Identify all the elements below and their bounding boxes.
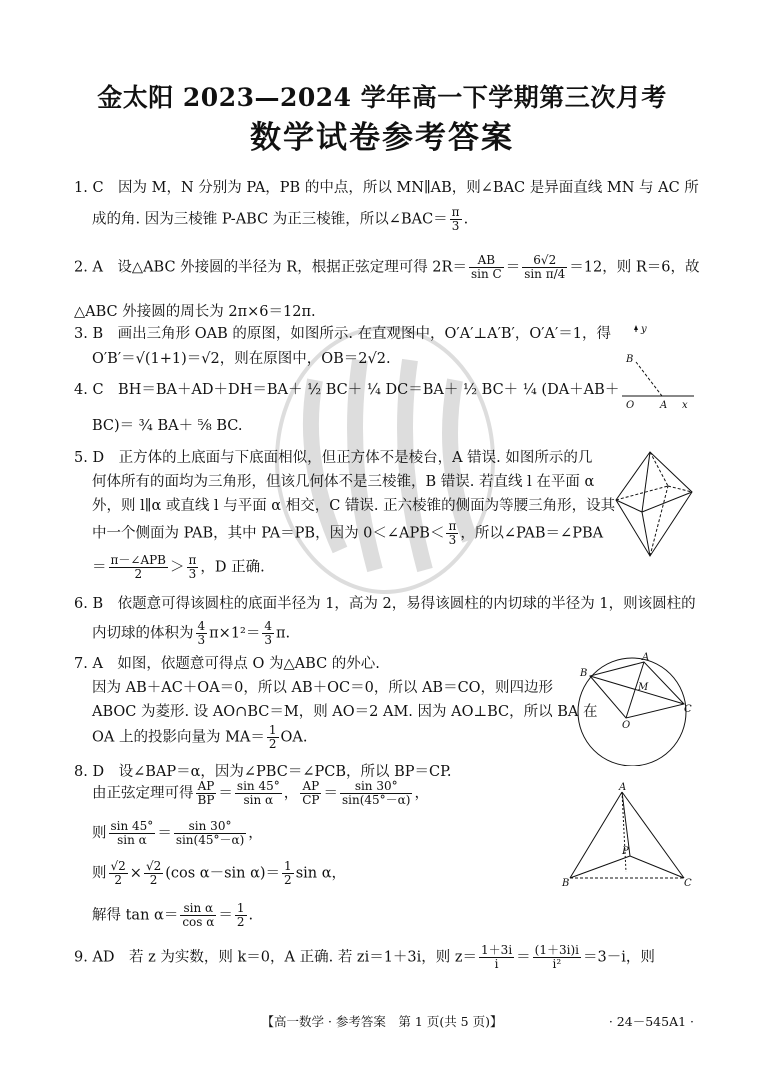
- q3-line-2: O′B′＝√(1+1)＝√2，则在原图中，OB＝2√2.: [92, 351, 391, 367]
- footer-code: · 24－545A1 ·: [608, 1014, 694, 1029]
- fig8-label-b: B: [562, 878, 570, 889]
- figure-triangle-oab: [614, 322, 700, 410]
- q5-line-5: ＝ $\frac{\text{π－∠APB}}{2}$ ＞ $\frac{\pi}{3}$ ，D 正确.: [92, 553, 265, 581]
- q7-line-2: 因为 AB＋AC＋OA＝0，所以 AB＋OC＝0，所以 AB＝CO，则四边形: [92, 680, 554, 696]
- fig3-label-x: x: [682, 400, 688, 410]
- fig3-label-o: O: [626, 400, 635, 410]
- exam-title: 金太阳 2023—2024 学年高一下学期第三次月考: [97, 83, 667, 112]
- q8-line-2: 由正弦定理可得 $\frac{AP}{BP}$ ＝ $\frac{\sin 45^\circ}{\text{sin α}}$ ， $\frac{AP}{CP}$ ＝ $\frac{\sin 30^\circ}{\sin(45^\circ-\alpha)}$ ，: [92, 779, 429, 807]
- fig7-label-b: B: [580, 668, 588, 679]
- q2-line-1: 2. A 设△ABC 外接圆的半径为 R，根据正弦定理可得 2R＝ $\frac{AB}{\text{sin C}}$ ＝ $\frac{6√2}{\text{sin π/4}}$ ＝12，则 R＝6，故: [74, 253, 700, 281]
- fig7-label-c: C: [684, 704, 692, 715]
- q7-line-1: 7. A 如图，依题意可得点 O 为△ABC 的外心.: [74, 656, 380, 672]
- answer-key-title: 数学试卷参考答案: [250, 120, 514, 156]
- q6-line-1: 6. B 依题意可得该圆柱的底面半径为 1，高为 2，易得该圆柱的内切球的半径为 1，则该圆柱的: [74, 596, 696, 612]
- fig8-label-a: A: [619, 782, 627, 793]
- q3-line-1: 3. B 画出三角形 OAB 的原图，如图所示. 在直观图中，O′A′⊥A′B′，O′A′＝1，得: [74, 326, 612, 342]
- q8-line-4: 则 $\frac{√2}{2}$ × $\frac{√2}{2}$ (cos α－sin α)＝ $\frac{1}{2}$ sin α，: [92, 859, 347, 887]
- q7-line-4: OA 上的投影向量为 MA＝ $\frac{1}{2}$ OA.: [92, 723, 308, 751]
- fig3-label-y: y: [641, 324, 647, 335]
- q1-line-2: 成的角. 因为三棱锥 P-ABC 为正三棱锥，所以∠BAC＝ $\frac{\pi}{3}$ .: [92, 205, 469, 233]
- q5-line-2: 何体所有的面均为三角形，但该几何体不是三棱锥，B 错误. 若直线 l 在平面 α: [92, 474, 595, 490]
- q2-line-2: △ABC 外接圆的周长为 2π×6＝12π.: [74, 304, 316, 320]
- q8-line-5: 解得 tan α＝ $\frac{\text{sin α}}{\text{cos α}}$ ＝ $\frac{1}{2}$ .: [92, 901, 254, 929]
- figure-circle-abc: [570, 650, 696, 766]
- fig8-label-p: P: [622, 846, 629, 857]
- q9-line-1: 9. AD 若 z 为实数，则 k＝0，A 正确. 若 zi＝1＋3i，则 z＝ $\frac{1+3i}{i}$ ＝ $\frac{(1+3i)i}{\text{i²}}$ ＝3－i，则: [74, 943, 655, 971]
- footer-page-info: 【高一数学 · 参考答案 第 1 页(共 5 页)】: [261, 1014, 503, 1029]
- fig8-label-c: C: [684, 878, 692, 889]
- q1-line-1: 1. C 因为 M，N 分别为 PA，PB 的中点，所以 MN∥AB，则∠BAC 是异面直线 MN 与 AC 所: [74, 180, 699, 196]
- q7-line-3: ABOC 为菱形. 设 AO∩BC＝M，则 AO＝2 AM. 因为 AO⊥BC，所以 BA 在: [92, 704, 598, 720]
- fig3-label-b: B: [626, 354, 634, 365]
- q6-line-2: 内切球的体积为 $\frac{4}{3}$ π×1²＝ $\frac{4}{3}$ π.: [92, 619, 291, 647]
- q4-line-1: 4. C BH＝BA＋AD＋DH＝BA＋ ½ BC＋ ¼ DC＝BA＋ ½ BC＋ ¼ (DA＋AB＋: [74, 382, 620, 398]
- q8-line-3: 则 $\frac{\sin 45^\circ}{\text{sin α}}$ ＝ $\frac{\sin 30^\circ}{\sin(45^\circ-\alpha)}$ ，: [92, 819, 263, 847]
- fig3-label-a: A: [660, 400, 668, 410]
- figure-bipyramid: [612, 448, 696, 560]
- q5-line-3: 外，则 l∥α 或直线 l 与平面 α 相交，C 错误. 正六棱锥的侧面为等腰三角形，设其: [92, 498, 616, 514]
- q5-line-4: 中一个侧面为 PAB，其中 PA＝PB，因为 0＜∠APB＜ $\frac{\pi}{3}$ ，所以∠PAB＝∠PBA: [92, 519, 604, 547]
- fig7-label-m: M: [638, 682, 649, 693]
- q5-line-1: 5. D 正方体的上底面与下底面相似，但正方体不是棱台，A 错误. 如图所示的几: [74, 450, 593, 466]
- fig7-label-o: O: [622, 720, 631, 731]
- q8-line-1: 8. D 设∠BAP＝α，因为∠PBC＝∠PCB，所以 BP＝CP.: [74, 764, 452, 780]
- q4-line-2: BC)＝ ¾ BA＋ ⅝ BC.: [92, 418, 243, 434]
- figure-pyramid-pabc: [560, 780, 700, 894]
- fig7-label-a: A: [642, 652, 650, 663]
